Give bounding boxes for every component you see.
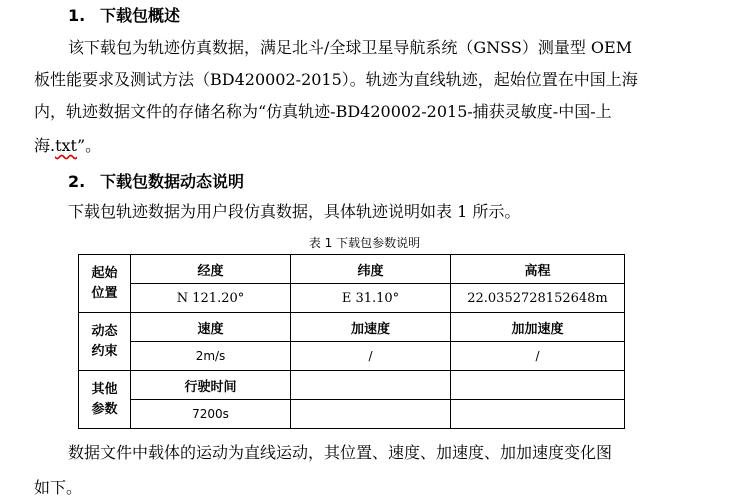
section-1-para-line-1: 该下载包为轨迹仿真数据，满足北斗/全球卫星导航系统（GNSS）测量型 OEM (68, 38, 633, 57)
table-row (79, 313, 625, 342)
value-empty-2 (451, 400, 625, 429)
section-2-intro: 下载包轨迹数据为用户段仿真数据，具体轨迹说明如表 1 所示。 (68, 202, 521, 221)
section-1-para-line-4 (34, 136, 101, 156)
section-2-number: 2. (68, 172, 86, 191)
table-row (79, 255, 625, 284)
header-altitude: 高程 (451, 255, 625, 284)
value-speed: 2m/s (131, 342, 291, 371)
closing-line-2: 如下。 (34, 478, 83, 497)
value-empty-1 (291, 400, 451, 429)
section-2-heading (68, 172, 244, 192)
closing-line-1: 数据文件中载体的运动为直线运动，其位置、速度、加速度、加加速度变化图 (68, 443, 613, 462)
table-row (79, 400, 625, 429)
section-2-title: 下载包数据动态说明 (100, 172, 245, 191)
value-latitude: E 31.10° (291, 284, 451, 313)
row-label-other-params: 其他 参数 (79, 371, 131, 429)
header-travel-time: 行驶时间 (131, 371, 291, 400)
row-label-dynamic-constraints: 动态 约束 (79, 313, 131, 371)
header-acceleration: 加速度 (291, 313, 451, 342)
parameter-table (78, 254, 625, 429)
table-row (79, 371, 625, 400)
header-speed: 速度 (131, 313, 291, 342)
filename-extension: txt (55, 136, 77, 155)
section-1-heading (68, 6, 180, 26)
row-label-start-position: 起始 位置 (79, 255, 131, 313)
header-longitude: 经度 (131, 255, 291, 284)
section-1-para-line-2: 板性能要求及测试方法（BD420002-2015）。轨迹为直线轨迹，起始位置在中国上海 (34, 70, 638, 89)
header-empty-2 (451, 371, 625, 400)
value-longitude: N 121.20° (131, 284, 291, 313)
filename-suffix: ”。 (76, 136, 102, 155)
header-empty-1 (291, 371, 451, 400)
value-acceleration: / (291, 342, 451, 371)
value-altitude: 22.035272815264​8m (451, 284, 625, 313)
filename-prefix: 海. (34, 136, 56, 155)
header-jerk: 加加速度 (451, 313, 625, 342)
table-row (79, 342, 625, 371)
table-row (79, 284, 625, 313)
header-latitude: 纬度 (291, 255, 451, 284)
value-jerk: / (451, 342, 625, 371)
section-1-para-line-3: 内，轨迹数据文件的存储名称为“仿真轨迹-BD420002-2015-捕获灵敏度-中国-上 (34, 102, 612, 121)
section-1-number: 1. (68, 6, 86, 25)
table-caption: 表 1 下载包参数说明 (308, 236, 421, 250)
section-1-title: 下载包概述 (100, 6, 181, 25)
value-travel-time: 7200s (131, 400, 291, 429)
